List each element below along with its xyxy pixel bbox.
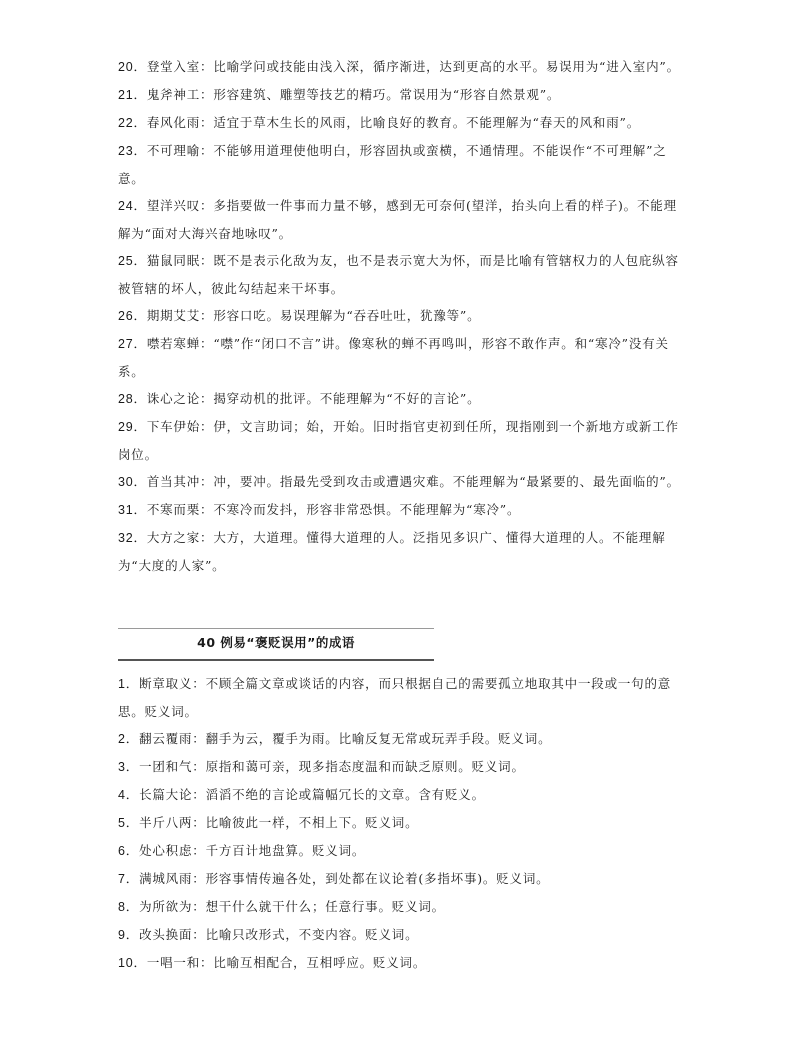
idiom-definition: ：比喻只改形式，不变内容。贬义词。 [192,927,419,942]
entry-number: 23． [118,144,147,158]
entry-number: 5． [118,816,140,830]
entry-number: 6． [118,844,140,858]
idiom-definition: ：形容口吃。易误理解为“吞吞吐吐，犹豫等”。 [200,308,481,323]
idiom-entry [118,330,684,385]
entry-number: 4． [118,788,140,802]
section-header [118,628,434,661]
idiom-term: 不可理喻 [146,143,201,158]
idiom-term: 登堂入室 [146,59,201,74]
entry-number: 1． [118,677,140,691]
idiom-entry [118,385,684,413]
idiom-definition: ：冲，要冲。指最先受到攻击或遭遇灾难。不能理解为“最紧要的、最先面临的”。 [200,474,680,489]
idiom-definition: ：形容事情传遍各处，到处都在议论着(多指坏事)。贬义词。 [192,871,550,886]
idiom-term: 为所欲为 [139,899,193,914]
idiom-entry [118,496,684,524]
idiom-term: 下车伊始 [146,419,201,434]
idiom-entry [118,192,684,247]
entry-number: 31． [118,503,147,517]
idiom-definition: ：原指和蔼可亲，现多指态度温和而缺乏原则。贬义词。 [192,759,525,774]
idiom-term: 鬼斧神工 [146,87,201,102]
idiom-term: 满城风雨 [139,871,193,886]
idiom-entry [118,921,684,949]
idiom-entry [118,524,684,579]
idiom-term: 半斤八两 [139,815,193,830]
idiom-entry [118,949,684,977]
idiom-list-upper [118,53,684,579]
entry-number: 25． [118,254,147,268]
entry-number: 2． [118,732,140,746]
idiom-definition: ：比喻彼此一样，不相上下。贬义词。 [192,815,419,830]
entry-number: 9． [118,928,140,942]
idiom-list-lower [118,670,684,977]
idiom-entry [118,781,684,809]
idiom-entry [118,302,684,330]
entry-number: 8． [118,900,140,914]
idiom-entry [118,247,684,302]
section-title: 40 例易“褒贬误用”的成语 [197,635,355,650]
entry-number: 24． [118,199,147,213]
entry-number: 7． [118,872,140,886]
idiom-term: 改头换面 [139,927,193,942]
idiom-definition: ：形容建筑、雕塑等技艺的精巧。常误用为“形容自然景观”。 [200,87,561,102]
idiom-definition: ：既不是表示化敌为友，也不是表示宽大为怀，而是比喻有管辖权力的人包庇纵容被管辖的坏人，彼此勾结起来干坏事。 [118,253,679,296]
idiom-definition: ：大方，大道理。懂得大道理的人。泛指见多识广、懂得大道理的人。不能理解为“大度的人家”。 [118,530,666,573]
idiom-entry [118,670,684,725]
idiom-term: 不寒而栗 [146,502,201,517]
idiom-entry [118,865,684,893]
idiom-definition: ：不顾全篇文章或谈话的内容，而只根据自己的需要孤立地取其中一段或一句的意思。贬义词。 [118,676,672,719]
entry-number: 22． [118,116,147,130]
idiom-entry [118,81,684,109]
idiom-entry [118,837,684,865]
entry-number: 32． [118,531,147,545]
idiom-term: 断章取义 [139,676,193,691]
idiom-entry [118,109,684,137]
idiom-entry [118,809,684,837]
idiom-term: 诛心之论 [146,391,201,406]
idiom-term: 一唱一和 [146,955,201,970]
idiom-term: 翻云覆雨 [139,731,193,746]
idiom-entry [118,53,684,81]
idiom-definition: ：伊，文言助词；始，开始。旧时指官吏初到任所，现指刚到一个新地方或新工作岗位。 [118,419,679,462]
idiom-entry [118,725,684,753]
idiom-term: 长篇大论 [139,787,193,802]
idiom-term: 噤若寒蝉 [146,336,201,351]
idiom-entry [118,413,684,468]
idiom-term: 春风化雨 [146,115,201,130]
entry-number: 29． [118,420,147,434]
idiom-definition: ：比喻学问或技能由浅入深，循序渐进，达到更高的水平。易误用为“进入室内”。 [200,59,680,74]
idiom-term: 首当其冲 [146,474,201,489]
entry-number: 27． [118,337,147,351]
idiom-term: 一团和气 [139,759,193,774]
entry-number: 20． [118,60,147,74]
idiom-definition: ：“噤”作“闭口不言”讲。像寒秋的蝉不再鸣叫，形容不敢作声。和“寒冷”没有关系。 [118,336,669,379]
idiom-term: 处心积虑 [139,843,193,858]
idiom-entry [118,137,684,192]
idiom-definition: ：揭穿动机的批评。不能理解为“不好的言论”。 [200,391,481,406]
idiom-definition: ：不能够用道理使他明白，形容固执或蛮横，不通情理。不能误作“不可理解”之意。 [118,143,667,186]
entry-number: 26． [118,309,147,323]
idiom-term: 猫鼠同眠 [146,253,201,268]
idiom-definition: ：适宜于草木生长的风雨，比喻良好的教育。不能理解为“春天的风和雨”。 [200,115,640,130]
idiom-definition: ：不寒冷而发抖，形容非常恐惧。不能理解为“寒冷”。 [200,502,521,517]
entry-number: 21． [118,88,147,102]
entry-number: 3． [118,760,140,774]
idiom-entry [118,468,684,496]
idiom-entry [118,753,684,781]
idiom-entry [118,893,684,921]
idiom-definition: ：想干什么就干什么；任意行事。贬义词。 [192,899,445,914]
entry-number: 10． [118,956,147,970]
idiom-term: 期期艾艾 [146,308,201,323]
entry-number: 28． [118,392,147,406]
idiom-definition: ：翻手为云，覆手为雨。比喻反复无常或玩弄手段。贬义词。 [192,731,552,746]
idiom-definition: ：比喻互相配合，互相呼应。贬义词。 [200,955,427,970]
idiom-definition: ：千方百计地盘算。贬义词。 [192,843,366,858]
entry-number: 30． [118,475,147,489]
idiom-term: 大方之家 [146,530,201,545]
idiom-term: 望洋兴叹 [146,198,201,213]
idiom-definition: ：滔滔不绝的言论或篇幅冗长的文章。含有贬义。 [192,787,485,802]
idiom-definition: ：多指要做一件事而力量不够，感到无可奈何(望洋，抬头向上看的样子)。不能理解为“面对大海兴奋地咏叹”。 [118,198,677,241]
